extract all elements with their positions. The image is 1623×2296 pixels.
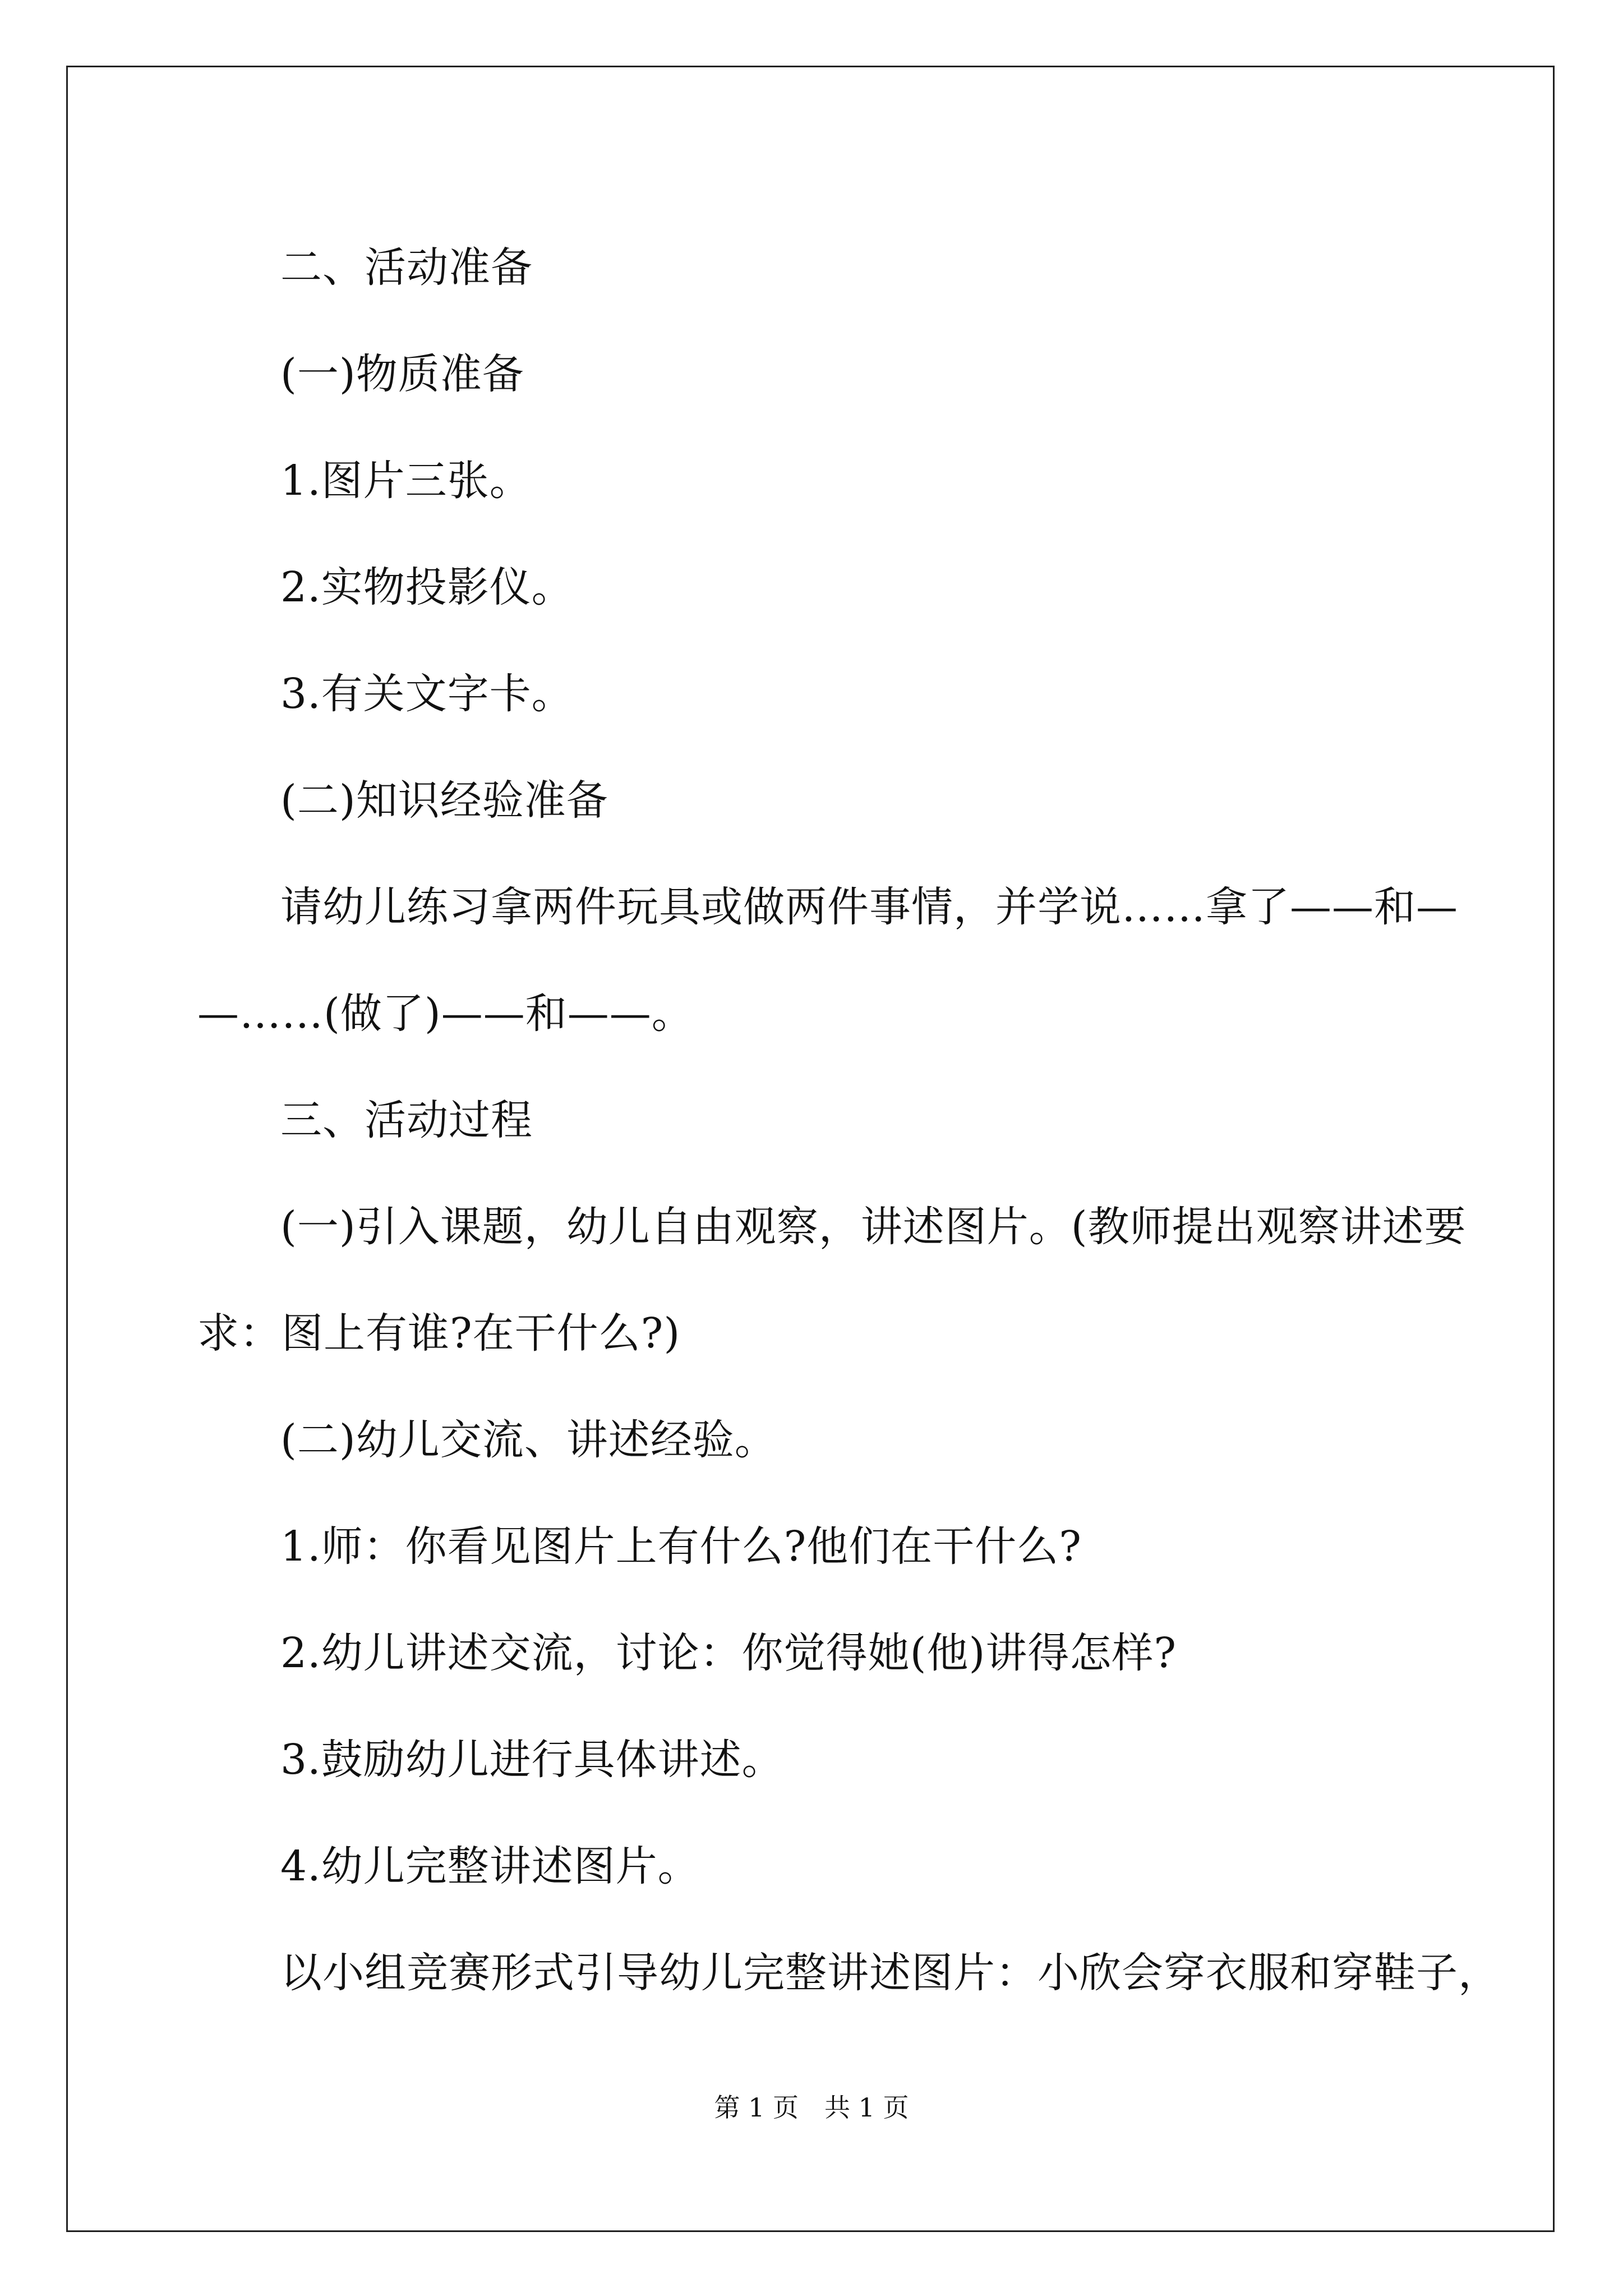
heading-preparation: 二、活动准备 — [280, 243, 533, 292]
page-footer: 第 1 页 共 1 页 — [714, 2092, 909, 2123]
list-item-discussion: 2.幼儿讲述交流，讨论：你觉得她(他)讲得怎样? — [280, 1629, 1177, 1677]
subheading-materials: (一)物质准备 — [280, 350, 524, 398]
list-item-3: 3.有关文字卡。 — [280, 670, 574, 718]
paragraph-intro-line-2: 求：图上有谁?在干什么?) — [197, 1309, 681, 1358]
list-item-teacher: 1.师：你看见图片上有什么?他们在干什么? — [280, 1522, 1082, 1571]
list-item-2: 2.实物投影仪。 — [280, 563, 574, 611]
heading-process: 三、活动过程 — [280, 1096, 533, 1144]
subheading-exchange: (二)幼儿交流、讲述经验。 — [280, 1416, 777, 1464]
paragraph-intro-line-1: (一)引入课题，幼儿自由观察，讲述图片。(教师提出观察讲述要 — [280, 1203, 1467, 1251]
list-item-1: 1.图片三张。 — [280, 457, 532, 505]
paragraph-practice-line-1: 请幼儿练习拿两件玩具或做两件事情，并学说……拿了——和— — [280, 883, 1458, 931]
document-body — [197, 214, 1500, 2026]
paragraph-practice-line-2: —……(做了)——和——。 — [197, 990, 694, 1038]
paragraph-competition: 以小组竞赛形式引导幼儿完整讲述图片：小欣会穿衣服和穿鞋子， — [280, 1949, 1500, 1997]
list-item-encourage: 3.鼓励幼儿进行具体讲述。 — [280, 1736, 784, 1784]
subheading-knowledge: (二)知识经验准备 — [280, 776, 608, 825]
list-item-complete: 4.幼儿完整讲述图片。 — [280, 1842, 700, 1890]
